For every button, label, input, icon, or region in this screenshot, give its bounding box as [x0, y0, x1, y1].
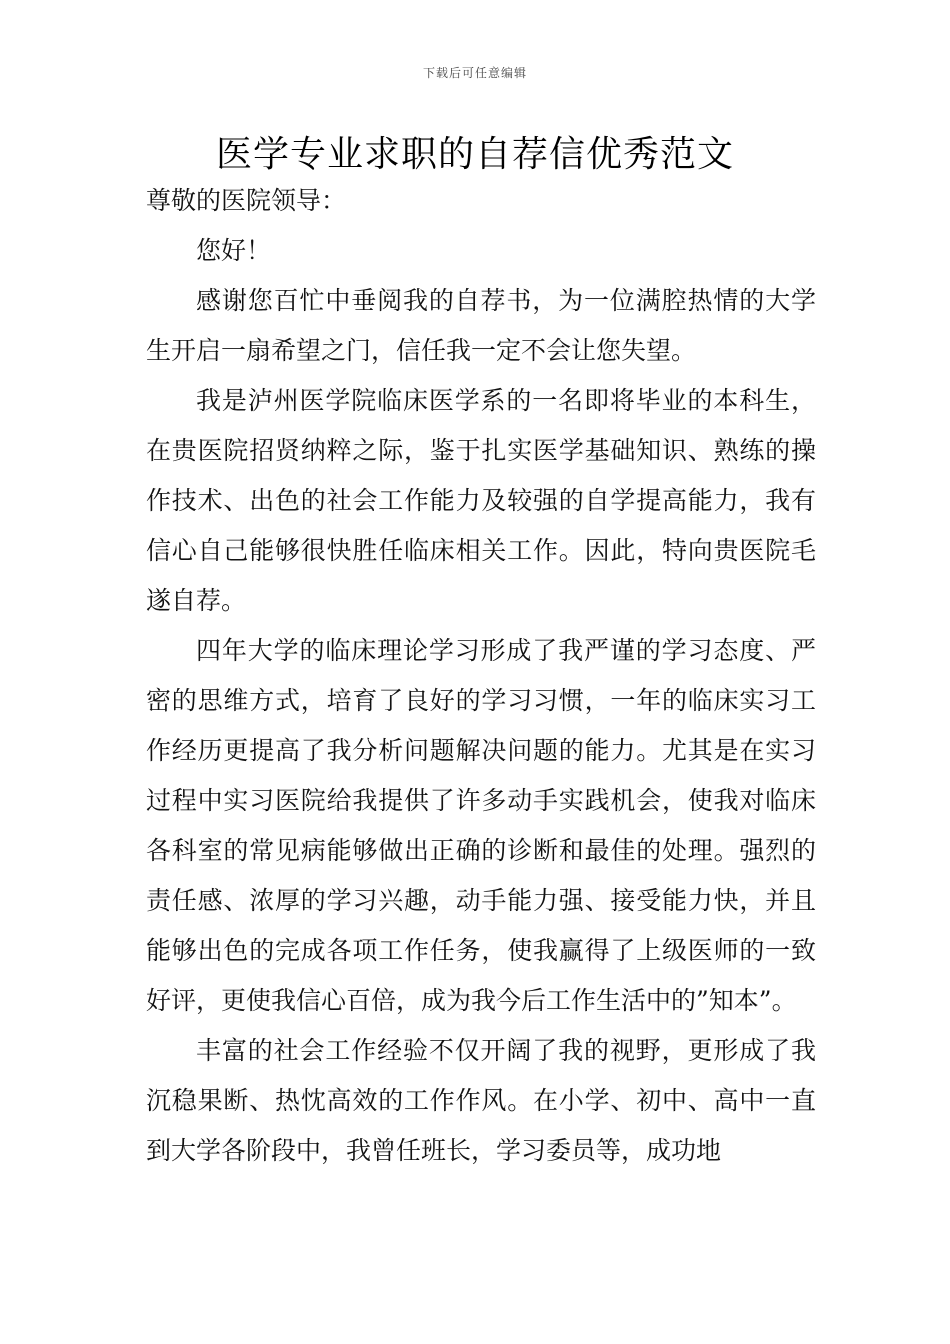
header-note: 下载后可任意编辑 — [422, 66, 527, 80]
letter-body — [146, 176, 816, 1176]
page-title: 医学专业求职的自荐信优秀范文 — [215, 134, 734, 175]
greeting: 您好！ — [196, 236, 272, 265]
paragraph-2: 我是泸州医学院临床医学系的一名即将毕业的本科生，在贵医院招贤纳粹之际，鉴于扎实医学基础知识、熟练的操作技术、出色的社会工作能力及较强的自学提高能力，我有信心自己能够很快胜任临床相关工作。因此，特向贵医院毛遂自荐。 — [146, 386, 816, 615]
salutation: 尊敬的医院领导： — [146, 186, 347, 215]
paragraph-4: 丰富的社会工作经验不仅开阔了我的视野，更形成了我沉稳果断、热忱高效的工作作风。在小学、初中、高中一直到大学各阶段中，我曾任班长，学习委员等，成功地 — [146, 1036, 816, 1165]
paragraph-3: 四年大学的临床理论学习形成了我严谨的学习态度、严密的思维方式，培育了良好的学习习惯，一年的临床实习工作经历更提高了我分析问题解决问题的能力。尤其是在实习过程中实习医院给我提供了许多动手实践机会，使我对临床各科室的常见病能够做出正确的诊断和最佳的处理。强烈的责任感、浓厚的学习兴趣，动手能力强、接受能力快，并且能够出色的完成各项工作任务，使我赢得了上级医师的一致好评，更使我信心百倍，成为我今后工作生活中的”知本”。 — [146, 636, 816, 1015]
paragraph-1: 感谢您百忙中垂阅我的自荐书，为一位满腔热情的大学生开启一扇希望之门，信任我一定不会让您失望。 — [146, 286, 816, 365]
